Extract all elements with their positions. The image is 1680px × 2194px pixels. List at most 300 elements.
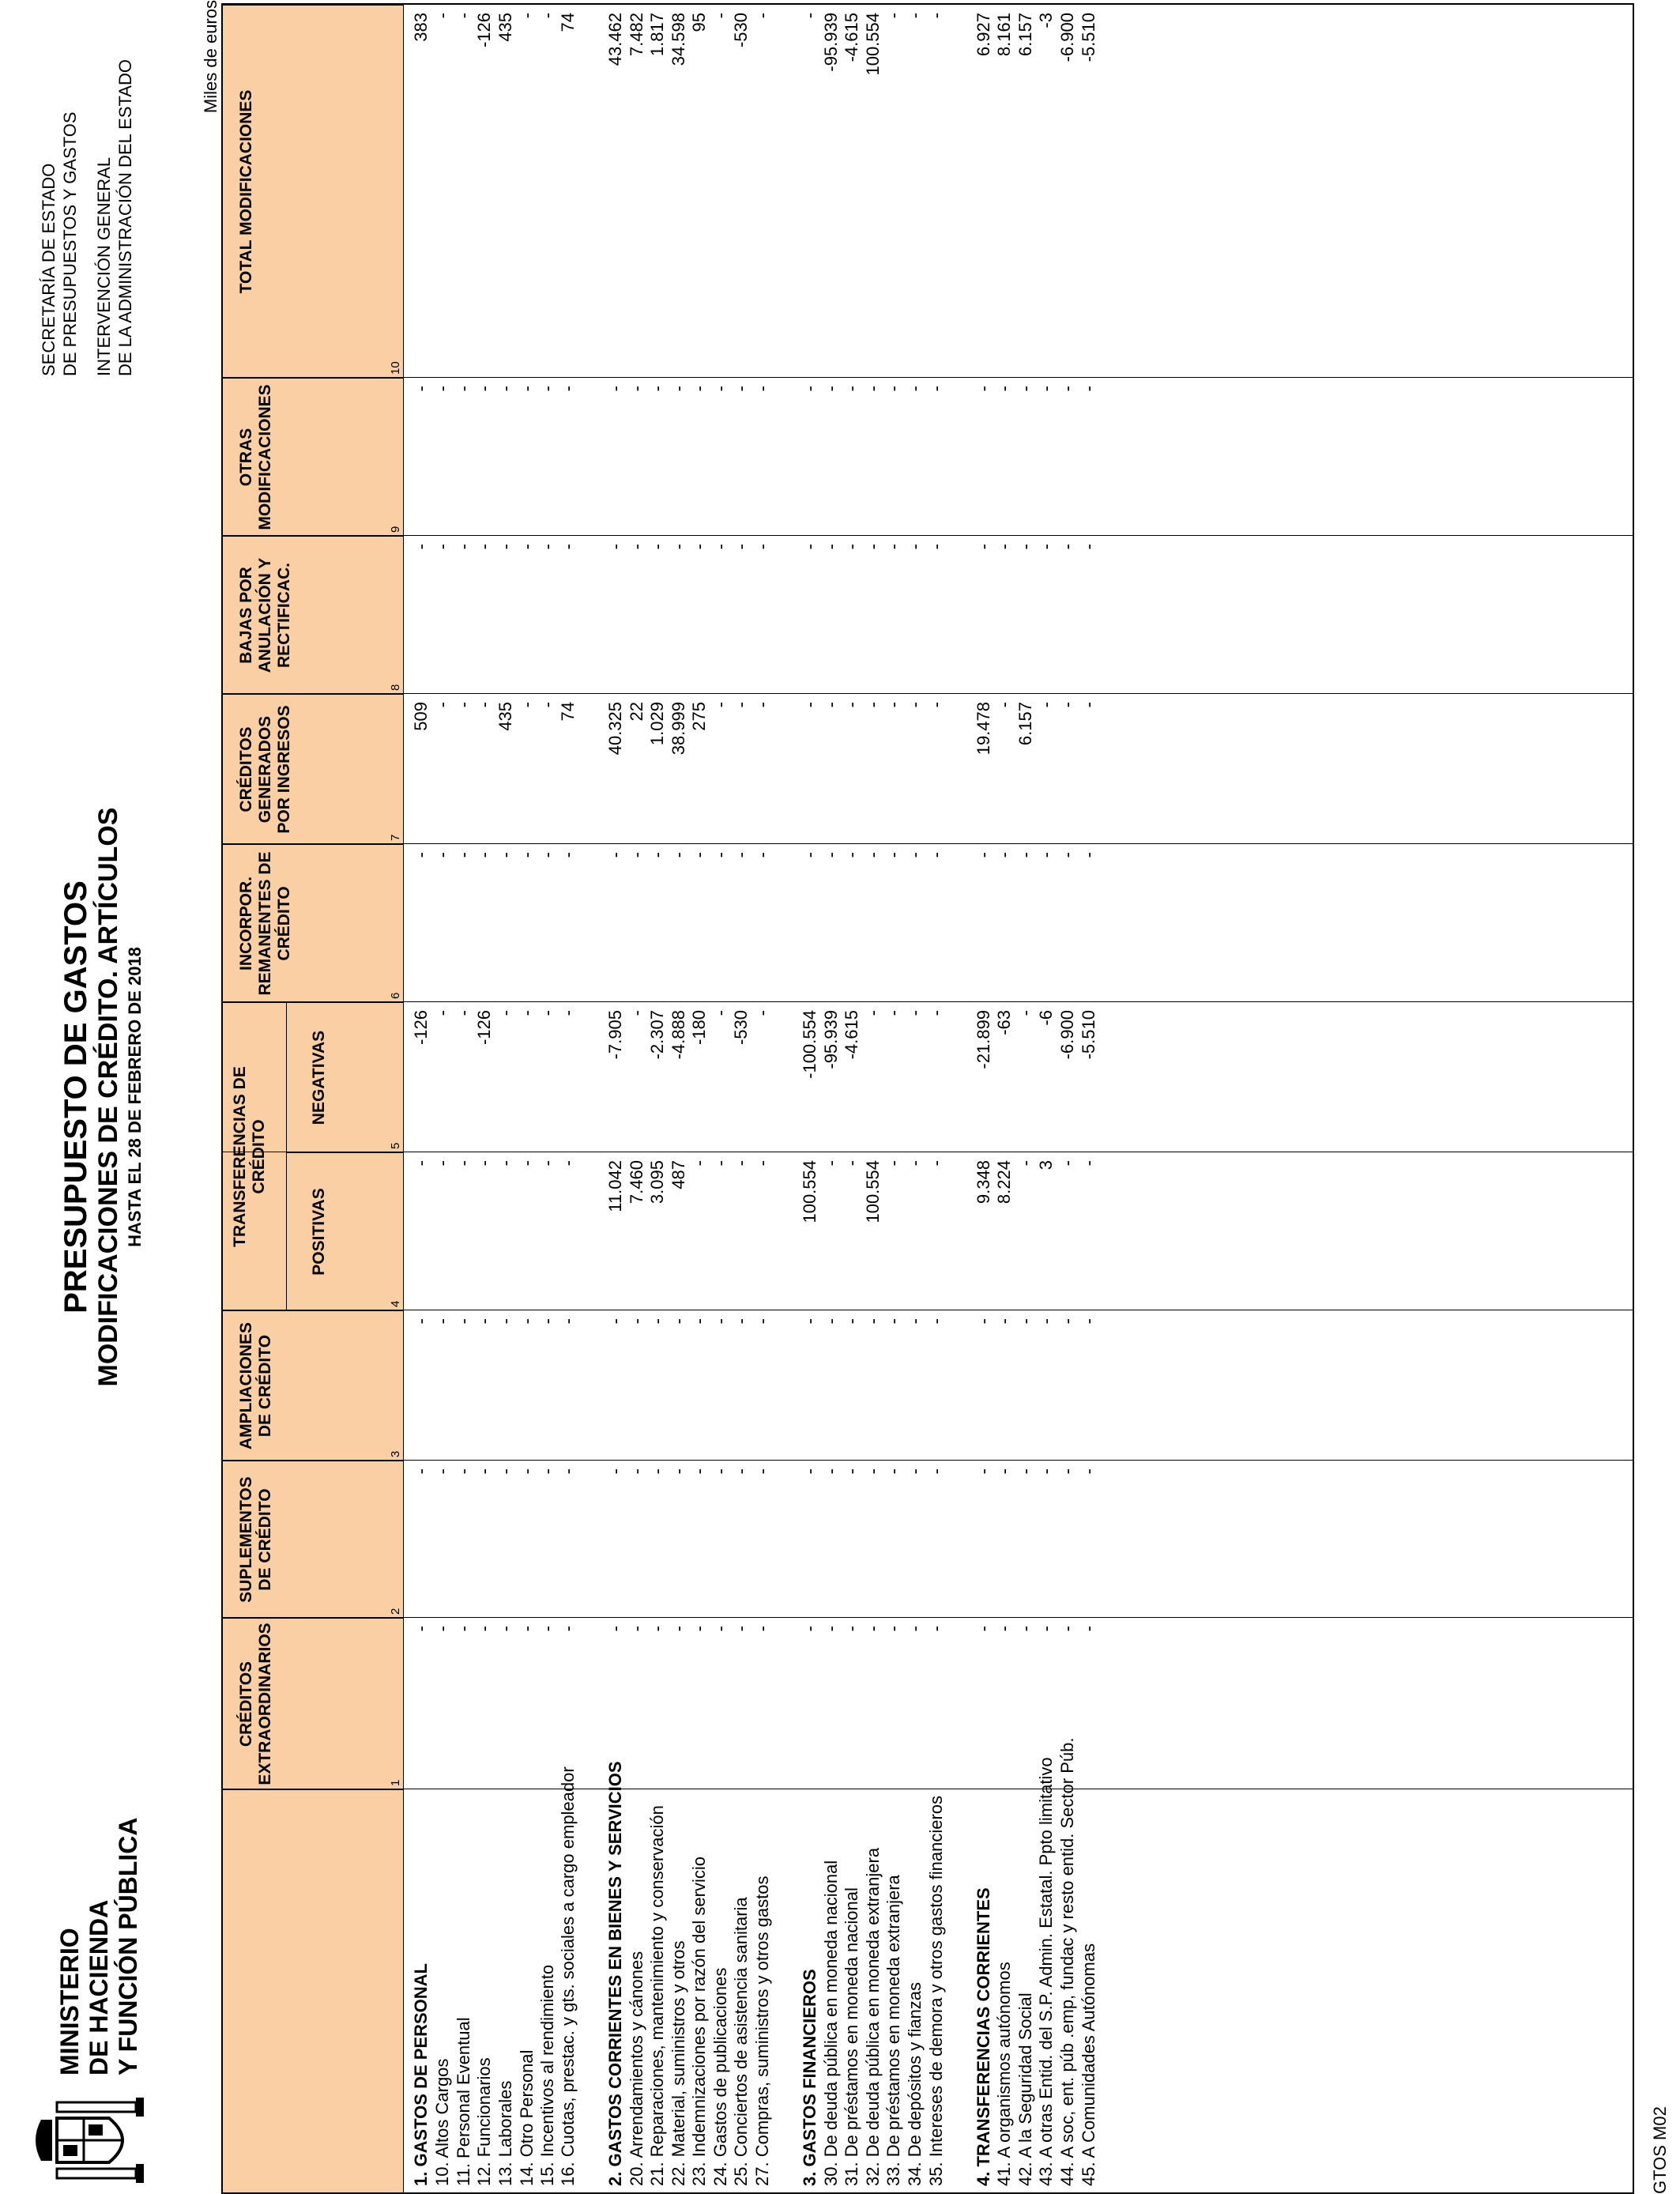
page-title: PRESUPUESTO DE GASTOS (58, 880, 93, 1314)
table-cell: 6.157 (1015, 702, 1035, 746)
table-cell: - (926, 1626, 946, 1632)
table-cell: -63 (994, 1010, 1014, 1035)
table-cell: - (605, 1626, 625, 1632)
table-cell: - (454, 852, 473, 858)
table-cell: - (974, 1626, 993, 1632)
table-cell: - (605, 1318, 625, 1325)
table-cell: - (689, 1318, 709, 1325)
footer-code: GTOS M02 (1650, 2106, 1670, 2194)
column-number: 2 (389, 1608, 402, 1615)
table-cell: - (800, 544, 819, 550)
table-cell: - (821, 702, 841, 708)
table-cell: - (537, 1468, 557, 1475)
row-label: 22. Material, suministros y otros (669, 1940, 688, 2186)
table-cell: - (1015, 1160, 1035, 1167)
table-cell: - (821, 386, 841, 392)
table-cell: -180 (689, 1010, 709, 1046)
table-cell: - (689, 1160, 709, 1167)
table-cell: - (689, 544, 709, 550)
transfer-group-header: TRANSFERENCIAS DE CRÉDITO (223, 1002, 286, 1310)
table-cell: 8.161 (994, 13, 1014, 57)
table-cell: - (800, 1468, 819, 1475)
table-cell: - (800, 852, 819, 858)
table-cell: - (752, 1626, 772, 1632)
table-cell: - (537, 544, 557, 550)
secretaria-line: DE PRESUPUESTOS Y GASTOS (60, 111, 80, 376)
table-cell: - (432, 1010, 452, 1016)
table-cell: - (454, 1318, 473, 1325)
table-cell: - (605, 852, 625, 858)
table-cell: - (883, 852, 903, 858)
table-cell: 11.042 (605, 1160, 625, 1212)
table-cell: - (1015, 386, 1035, 392)
table-cell: - (558, 1160, 578, 1167)
table-cell: -126 (411, 1010, 431, 1046)
table-cell: - (517, 544, 537, 550)
table-cell: - (1057, 544, 1077, 550)
table-cell: - (669, 386, 688, 392)
table-cell: - (926, 544, 946, 550)
table-cell: - (647, 1626, 667, 1632)
table-cell: - (883, 1626, 903, 1632)
table-cell: - (537, 386, 557, 392)
table-cell: - (495, 1160, 515, 1167)
table-cell: - (474, 702, 494, 708)
table-cell: -530 (731, 13, 751, 48)
table-row (1036, 5, 1056, 2192)
table-cell: - (1079, 702, 1098, 708)
table-cell: - (537, 852, 557, 858)
table-cell: - (432, 702, 452, 708)
table-cell: 7.482 (627, 13, 646, 57)
table-cell: - (710, 1468, 730, 1475)
table-cell: 100.554 (863, 1160, 883, 1223)
table-cell: - (752, 386, 772, 392)
table-cell: 1.029 (647, 702, 667, 746)
table-cell: - (1015, 852, 1035, 858)
table-cell: - (974, 544, 993, 550)
table-row (517, 5, 537, 2192)
row-label: 13. Laborales (495, 2080, 515, 2186)
table-cell: - (689, 1468, 709, 1475)
table-cell: - (710, 852, 730, 858)
table-row (495, 5, 515, 2192)
table-cell: 43.462 (605, 13, 625, 66)
table-row (474, 5, 494, 2192)
table-cell: - (558, 386, 578, 392)
table-cell: - (974, 1318, 993, 1325)
table-cell: - (883, 1318, 903, 1325)
table-row (905, 5, 925, 2192)
table-cell: - (731, 702, 751, 708)
table-cell: - (752, 1468, 772, 1475)
secretaria-block (38, 59, 136, 376)
table-cell: - (800, 386, 819, 392)
modifications-table (221, 3, 1634, 2194)
table-row (647, 5, 667, 2192)
page-subtitle: MODIFICACIONES DE CRÉDITO. ARTÍCULOS (93, 807, 123, 1387)
table-cell: 19.478 (974, 702, 993, 756)
table-cell: - (454, 1468, 473, 1475)
table-cell: - (605, 386, 625, 392)
table-cell: - (627, 1626, 646, 1632)
table-cell: - (731, 1160, 751, 1167)
table-cell: - (710, 1160, 730, 1167)
table-cell: - (517, 1468, 537, 1475)
table-cell: - (710, 386, 730, 392)
table-cell: - (994, 1468, 1014, 1475)
table-cell: 74 (558, 702, 578, 722)
table-row (411, 5, 431, 2192)
table-cell: -6.900 (1057, 1010, 1077, 1060)
table-cell: 100.554 (800, 1160, 819, 1223)
table-cell: - (926, 1010, 946, 1016)
table-cell: - (1036, 852, 1056, 858)
table-cell: - (883, 1468, 903, 1475)
table-cell: - (474, 1318, 494, 1325)
table-cell: - (926, 1160, 946, 1167)
row-label: 33. De préstamos en moneda extranjera (883, 1875, 903, 2186)
table-cell: 383 (411, 13, 431, 42)
table-cell: - (558, 1468, 578, 1475)
table-cell: - (495, 1626, 515, 1632)
row-label: 43. A otras Entid. del S.P. Admin. Estatal. Ppto limitativo (1036, 1757, 1056, 2186)
table-cell: - (537, 1010, 557, 1016)
table-cell: - (432, 1468, 452, 1475)
table-cell: -95.939 (821, 1010, 841, 1069)
table-cell: - (883, 386, 903, 392)
table-row (1079, 5, 1098, 2192)
table-cell: - (454, 13, 473, 19)
table-cell: - (1057, 1318, 1077, 1325)
row-label: 23. Indemnizaciones por razón del servicio (689, 1856, 709, 2186)
table-cell: - (411, 1160, 431, 1167)
table-cell: - (558, 852, 578, 858)
table-cell: - (926, 1318, 946, 1325)
table-cell: - (537, 1626, 557, 1632)
row-label: 42. A la Seguridad Social (1015, 1992, 1035, 2186)
table-cell: - (474, 1160, 494, 1167)
table-cell: - (842, 852, 861, 858)
table-cell: - (1079, 544, 1098, 550)
column-header: SUPLEMENTOS DE CRÉDITO (223, 1461, 403, 1618)
table-cell: - (863, 702, 883, 708)
table-cell: - (1015, 1626, 1035, 1632)
table-cell: - (1015, 544, 1035, 550)
table-cell: - (710, 1626, 730, 1632)
table-cell: - (1015, 1468, 1035, 1475)
table-cell: 6.157 (1015, 13, 1035, 57)
table-cell: - (647, 852, 667, 858)
column-divider (223, 535, 1633, 536)
table-cell: - (731, 1468, 751, 1475)
secretaria-line: SECRETARÍA DE ESTADO (39, 163, 58, 376)
table-row (689, 5, 709, 2192)
table-cell: - (1015, 1010, 1035, 1016)
table-cell: - (821, 1468, 841, 1475)
column-header: OTRAS MODIFICACIONES (223, 378, 403, 536)
table-cell: - (731, 386, 751, 392)
column-header: CRÉDITOS GENERADOS POR INGRESOS (223, 694, 403, 844)
column-header: NEGATIVAS (286, 1002, 403, 1152)
table-cell: 435 (495, 13, 515, 42)
table-cell: - (558, 1010, 578, 1016)
ministry-name: MINISTERIO DE HACIENDA Y FUNCIÓN PÚBLICA (55, 1817, 142, 2075)
table-cell: - (710, 544, 730, 550)
column-header: INCORPOR. REMANENTES DE CRÉDITO (223, 844, 403, 1002)
table-cell: - (411, 386, 431, 392)
table-cell: - (752, 1160, 772, 1167)
table-cell: 95 (689, 13, 709, 32)
table-cell: - (474, 544, 494, 550)
table-cell: - (669, 1318, 688, 1325)
table-cell: - (605, 1468, 625, 1475)
table-cell: - (710, 1318, 730, 1325)
table-cell: - (517, 1160, 537, 1167)
table-cell: - (647, 1468, 667, 1475)
table-cell: - (537, 1318, 557, 1325)
table-cell: - (863, 1318, 883, 1325)
table-cell: - (731, 1626, 751, 1632)
table-row (974, 5, 993, 2192)
table-row (842, 5, 861, 2192)
table-cell: - (905, 1010, 925, 1016)
table-cell: - (558, 544, 578, 550)
row-label: 2. GASTOS CORRIENTES EN BIENES Y SERVICIOS (605, 1761, 625, 2186)
table-cell: - (800, 1626, 819, 1632)
table-cell: - (495, 386, 515, 392)
table-cell: 34.598 (669, 13, 688, 66)
table-cell: - (1036, 1468, 1056, 1475)
column-number: 3 (389, 1450, 402, 1457)
table-cell: - (863, 386, 883, 392)
column-divider (223, 843, 1633, 844)
concept-header (223, 1789, 403, 2192)
table-cell: - (926, 386, 946, 392)
table-cell: - (731, 1318, 751, 1325)
table-cell: - (883, 13, 903, 19)
table-row (752, 5, 772, 2192)
table-cell: - (752, 13, 772, 19)
table-cell: 275 (689, 702, 709, 731)
table-cell: - (926, 852, 946, 858)
table-cell: 9.348 (974, 1160, 993, 1204)
column-header: AMPLIACIONES DE CRÉDITO (223, 1310, 403, 1461)
table-cell: - (495, 1318, 515, 1325)
column-divider (223, 1001, 1633, 1002)
table-row (669, 5, 688, 2192)
table-cell: - (842, 1160, 861, 1167)
row-label: 45. A Comunidades Autónomas (1079, 1943, 1098, 2186)
row-label: 32. De deuda pública en moneda extranjera (863, 1847, 883, 2186)
table-cell: - (689, 386, 709, 392)
table-cell: - (1036, 386, 1056, 392)
table-cell: - (883, 1010, 903, 1016)
table-cell: -4.615 (842, 13, 861, 62)
table-cell: - (689, 1626, 709, 1632)
table-cell: - (974, 386, 993, 392)
table-cell: - (669, 1468, 688, 1475)
intervencion-line: INTERVENCIÓN GENERAL (94, 156, 114, 376)
table-cell: - (627, 1468, 646, 1475)
table-cell: - (517, 13, 537, 19)
table-cell: - (926, 1468, 946, 1475)
table-cell: - (752, 702, 772, 708)
table-cell: - (752, 852, 772, 858)
table-cell: - (1057, 702, 1077, 708)
table-cell: - (821, 1318, 841, 1325)
column-number: 6 (389, 992, 402, 999)
table-cell: - (669, 1626, 688, 1632)
table-cell: - (432, 386, 452, 392)
table-cell: - (905, 1468, 925, 1475)
table-cell: - (926, 702, 946, 708)
row-label: 25. Conciertos de asistencia sanitaria (731, 1897, 751, 2186)
table-cell: - (842, 1468, 861, 1475)
table-row (605, 5, 625, 2192)
table-cell: - (627, 1010, 646, 1016)
table-row (627, 5, 646, 2192)
table-cell: - (863, 544, 883, 550)
table-cell: - (842, 386, 861, 392)
header-divider (403, 5, 404, 2192)
table-row (710, 5, 730, 2192)
table-row (994, 5, 1014, 2192)
column-divider (223, 1617, 1633, 1618)
table-cell: - (627, 544, 646, 550)
table-cell: -21.899 (974, 1010, 993, 1069)
table-cell: 487 (669, 1160, 688, 1189)
table-cell: - (710, 702, 730, 708)
table-cell: - (800, 13, 819, 19)
table-row (537, 5, 557, 2192)
table-cell: - (1036, 1318, 1056, 1325)
table-cell: -530 (731, 1010, 751, 1046)
table-cell: - (627, 386, 646, 392)
table-cell: - (863, 1626, 883, 1632)
table-cell: -126 (474, 1010, 494, 1046)
table-cell: - (517, 1318, 537, 1325)
table-cell: 38.999 (669, 702, 688, 756)
table-cell: - (974, 1468, 993, 1475)
table-cell: - (710, 13, 730, 19)
table-cell: 6.927 (974, 13, 993, 57)
table-cell: - (669, 852, 688, 858)
row-label: 11. Personal Eventual (454, 2017, 473, 2186)
table-cell: - (432, 544, 452, 550)
column-number: 4 (389, 1300, 402, 1307)
table-cell: -7.905 (605, 1010, 625, 1060)
table-cell: 22 (627, 702, 646, 722)
table-cell: 3.095 (647, 1160, 667, 1204)
column-number: 10 (389, 361, 402, 375)
table-cell: -2.307 (647, 1010, 667, 1060)
table-cell: 7.460 (627, 1160, 646, 1204)
table-cell: - (1079, 1160, 1098, 1167)
table-cell: - (1036, 1626, 1056, 1632)
table-cell: - (411, 544, 431, 550)
table-cell: - (905, 1318, 925, 1325)
table-cell: - (432, 1626, 452, 1632)
table-cell: - (517, 1626, 537, 1632)
table-cell: -5.510 (1079, 13, 1098, 62)
table-cell: - (842, 1318, 861, 1325)
table-row (863, 5, 883, 2192)
table-cell: - (800, 702, 819, 708)
table-cell: - (905, 1626, 925, 1632)
table-row (1057, 5, 1077, 2192)
table-cell: - (1057, 1468, 1077, 1475)
table-cell: -3 (1036, 13, 1056, 28)
table-cell: - (669, 544, 688, 550)
table-cell: - (821, 1626, 841, 1632)
table-cell: - (1057, 1626, 1077, 1632)
table-cell: - (1036, 544, 1056, 550)
table-cell: - (1079, 1626, 1098, 1632)
table-cell: - (558, 1318, 578, 1325)
row-label: 3. GASTOS FINANCIEROS (800, 1969, 819, 2186)
table-cell: - (1057, 852, 1077, 858)
table-cell: - (1057, 1160, 1077, 1167)
table-cell: - (974, 852, 993, 858)
table-cell: - (558, 1626, 578, 1632)
table-cell: -6 (1036, 1010, 1056, 1026)
table-cell: - (432, 852, 452, 858)
table-cell: - (537, 1160, 557, 1167)
table-cell: - (1079, 852, 1098, 858)
column-header: BAJAS POR ANULACIÓN Y RECTIFICAC. (223, 536, 403, 694)
table-row (1015, 5, 1035, 2192)
table-row (821, 5, 841, 2192)
table-cell: - (994, 544, 1014, 550)
table-cell: - (752, 1318, 772, 1325)
table-row (731, 5, 751, 2192)
table-cell: - (411, 1468, 431, 1475)
table-cell: - (474, 852, 494, 858)
table-cell: - (710, 1010, 730, 1016)
column-number: 9 (389, 526, 402, 533)
table-cell: - (454, 386, 473, 392)
table-cell: - (517, 386, 537, 392)
units-label: Miles de euros (201, 0, 220, 114)
table-cell: - (605, 544, 625, 550)
table-cell: - (905, 386, 925, 392)
table-cell: - (1079, 1318, 1098, 1325)
row-label: 16. Cuotas, prestac. y gts. sociales a cargo empleador (558, 1766, 578, 2186)
table-cell: - (411, 1626, 431, 1632)
table-cell: - (432, 1318, 452, 1325)
table-cell: - (863, 1010, 883, 1016)
table-cell: - (821, 544, 841, 550)
table-cell: - (454, 1626, 473, 1632)
column-divider (223, 377, 1633, 378)
column-number: 7 (389, 834, 402, 841)
row-label: 41. A organismos autónomos (994, 1962, 1014, 2186)
row-label: 1. GASTOS DE PERSONAL (411, 1963, 431, 2186)
table-cell: - (454, 702, 473, 708)
table-cell: - (474, 1468, 494, 1475)
table-cell: - (842, 702, 861, 708)
table-cell: - (994, 1318, 1014, 1325)
column-divider (223, 1460, 1633, 1461)
table-cell: - (905, 852, 925, 858)
table-row (432, 5, 452, 2192)
table-cell: - (752, 544, 772, 550)
column-header: CRÉDITOS EXTRAORDINARIOS (223, 1618, 403, 1789)
table-cell: - (863, 1468, 883, 1475)
row-label: 10. Altos Cargos (432, 2058, 452, 2186)
table-cell: -4.888 (669, 1010, 688, 1060)
